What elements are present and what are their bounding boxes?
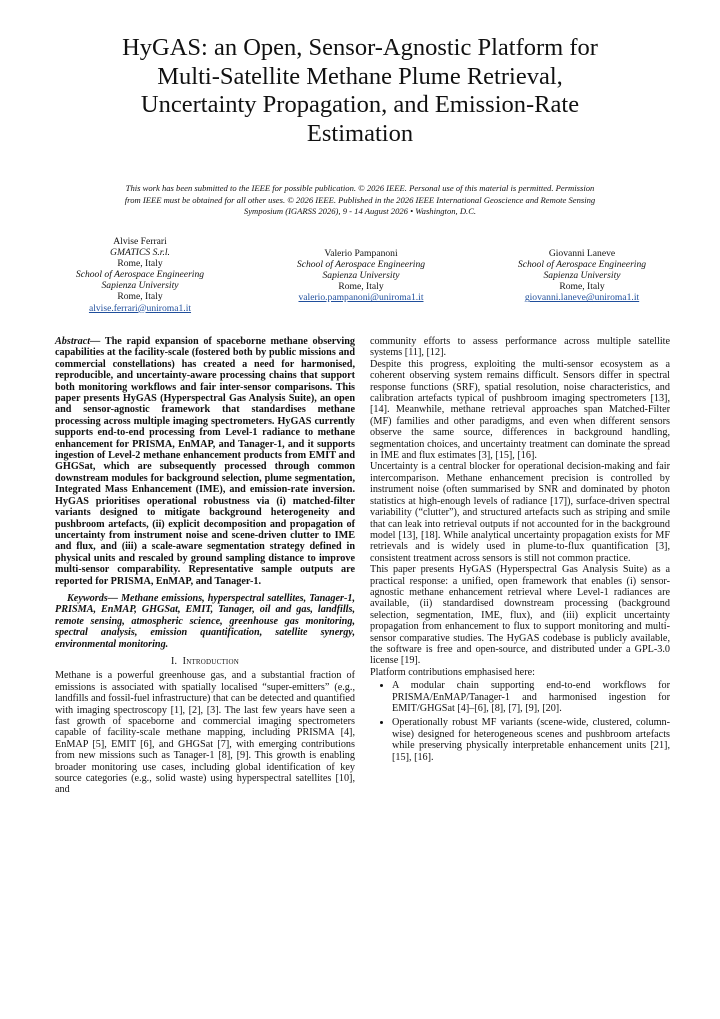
body-paragraph: Platform contributions emphasised here: — [370, 666, 535, 678]
author-email-link[interactable]: alvise.ferrari@uniroma1.it — [88, 302, 192, 314]
author-name: Valerio Pampanoni — [324, 248, 398, 259]
list-item: • Operationally robust MF variants (scene-wide, clustered, column-wise) designed for heterogeneous scenes and pushbroom artefacts while preserving physically interpretable enhancement units [21], [15], [16]. — [392, 717, 670, 763]
body-paragraph: This paper presents HyGAS (Hyperspectral Gas Analysis Suite) as a practical response: a unified, open framework that enables (i) sensor-agnostic methane enhancement retrieval where Level-1 radiances are available, (ii) standardised downstream processing (background selection, segmentation, IME, flux), and (iii) explicit uncertainty propagation from enhancement to flux to support monitoring and multi-sensor comparative studies. The HyGAS codebase is publicly available, the software is free and open-source, and distributed under a GPL-3.0 license [19]. — [370, 564, 670, 667]
author-location: Rome, Italy — [117, 291, 163, 303]
body-paragraph: Uncertainty is a central blocker for operational decision-making and fair intercomparison. Methane enhancement precision is controlled by instrument noise (often summarised by SNR and dominated by photon statistics at high-enough levels of radiance [17]), surface-driven spectral variability (“clutter”), and structured artefacts such as striping and smile that can leak into retrieval outputs if not accounted for in the background model [13], [18]. While analytical uncertainty propagation exists for MF retrievals and is widely used in plume-to-flux quantification [3], consistent treatment across sensors is still not common practice. — [370, 461, 670, 564]
author-location: Rome, Italy — [338, 281, 384, 293]
author-email-link[interactable]: valerio.pampanoni@uniroma1.it — [298, 292, 424, 304]
author-block — [0, 236, 720, 326]
list-item: • A modular chain supporting end-to-end workflows for PRISMA/EnMAP/Tanager-1 and harmonised ingestion for EMIT/GHGSat [4]–[6], [8], [7], [9], [20]. — [392, 680, 670, 714]
intro-paragraph: Methane is a powerful greenhouse gas, and a substantial fraction of emissions is associated with spatially localised “super-emitters” (e.g., landfills and fossil-fuel infrastructure) that can be detected and quantified with imaging spectroscopy [1], [2], [3]. The last few years have seen a fast growth of spaceborne and commercial imaging spectrometers capable of facility-scale methane mapping, including PRISMA [4], EnMAP [5], EMIT [6], and GHGSat [7], with emerging contributions from new missions such as Tanager-1 [8], [9]. This growth is enabling broader monitoring use cases, including global identification of key source categories (e.g., solid waste) using hyperspectral satellites [10], and — [55, 670, 355, 796]
keywords: Keywords— Methane emissions, hyperspectral satellites, Tanager-1, PRISMA, EnMAP, GHGSat, EMIT, Tanager, oil and gas, landfills, remote sensing, atmospheric science, greenhouse gas monitoring, spectral analysis, emission quantification, satellite synergy, environmental monitoring. — [55, 592, 355, 650]
author-affiliation: Sapienza University — [101, 280, 179, 292]
author-1 — [40, 236, 240, 314]
notice-line: from IEEE must be obtained for all other uses. © 2026 IEEE. Published in the 2026 IEEE International Geoscience and Remote Sensing — [124, 194, 596, 205]
copyright-notice — [48, 183, 672, 218]
right-column — [370, 336, 670, 766]
author-affiliation: Sapienza University — [543, 270, 621, 282]
title-line: Estimation — [306, 119, 414, 147]
author-affiliation: School of Aerospace Engineering — [517, 259, 647, 271]
left-column — [55, 336, 355, 796]
title-line: Uncertainty Propagation, and Emission-Rate — [140, 91, 580, 118]
author-affiliation: GMATICS S.r.l. — [110, 247, 170, 259]
paper-title — [40, 34, 680, 148]
author-location: Rome, Italy — [559, 281, 605, 293]
body-paragraph: community efforts to assess performance across multiple satellite systems [11], [12]. — [370, 336, 670, 359]
author-3 — [482, 248, 682, 303]
body-paragraph: Despite this progress, exploiting the multi-sensor ecosystem as a coherent observing system remains difficult. Sensors differ in spectral response functions (SRF), spatial resolution, noise characteristics, and calibration artefacts typical of pushbroom imaging spectrometers [13], [14]. Meanwhile, methane retrieval approaches span Matched-Filter (MF) families and other paradigms, and even when different sensors observe the same source, differences in background handling, segmentation choices, and uncertainty treatment can dominate the spread in IME and flux estimates [3], [15], [16]. — [370, 358, 670, 462]
author-affiliation: School of Aerospace Engineering — [75, 269, 205, 281]
author-affiliation: School of Aerospace Engineering — [296, 259, 426, 271]
author-location: Rome, Italy — [117, 258, 163, 270]
section-number: I. — [171, 655, 178, 667]
notice-line: Symposium (IGARSS 2026), 9 - 14 August 2026 • Washington, D.C. — [243, 206, 477, 216]
title-line: HyGAS: an Open, Sensor-Agnostic Platform for — [122, 34, 598, 61]
contribution-list — [370, 680, 670, 763]
author-affiliation: Sapienza University — [322, 270, 400, 282]
section-heading — [55, 656, 355, 667]
author-2 — [261, 248, 461, 303]
author-name: Alvise Ferrari — [113, 236, 167, 247]
author-name: Giovanni Laneve — [548, 248, 616, 259]
abstract-text: The rapid expansion of spaceborne methane observing capabilities at the facility-scale (fostered both by public missions and commercial constellations) has created a need for harmonised, reproducible, and uncertainty-aware processing chains that support both monitoring workflows and fair inter-sensor comparisons. This paper presents HyGAS (Hyperspectral Gas Analysis Suite), an open and sensor-agnostic framework that standardises methane processing across multiple imaging spectrometers. HyGAS currently supports end-to-end processing from Level-1 radiance to methane enhancement for PRISMA, EnMAP, and Tanager-1, and it supports ingestion of Level-2 methane enhancement products from EMIT and GHGSat, which are subsequently processed through common downstream modules for background selection, plume segmentation, Integrated Mass Enhancement (IME), and emission-rate inversion. HyGAS prioritises operational robustness via (i) matched-filter variants designed to mitigate background heterogeneity and pushbroom artefacts, (ii) explicit decomposition and propagation of uncertainty from instrument noise and scene-driven clutter to IME and flux, and (iii) a scale-aware segmentation strategy defined in physical units and rescaled by ground sampling distance to improve multi-sensor comparability. Representative sample outputs are reported for PRISMA, EnMAP, and Tanager-1. — [55, 336, 355, 587]
title-line: Multi-Satellite Methane Plume Retrieval, — [157, 62, 563, 90]
author-email-link[interactable]: giovanni.laneve@uniroma1.it — [524, 292, 640, 304]
abstract — [55, 336, 355, 587]
abstract-label: Abstract— — [55, 336, 101, 347]
section-title: Introduction — [182, 655, 239, 667]
notice-line: This work has been submitted to the IEEE for possible publication. © 2026 IEEE. Personal use of this material is permitted. Permission — [125, 183, 595, 193]
